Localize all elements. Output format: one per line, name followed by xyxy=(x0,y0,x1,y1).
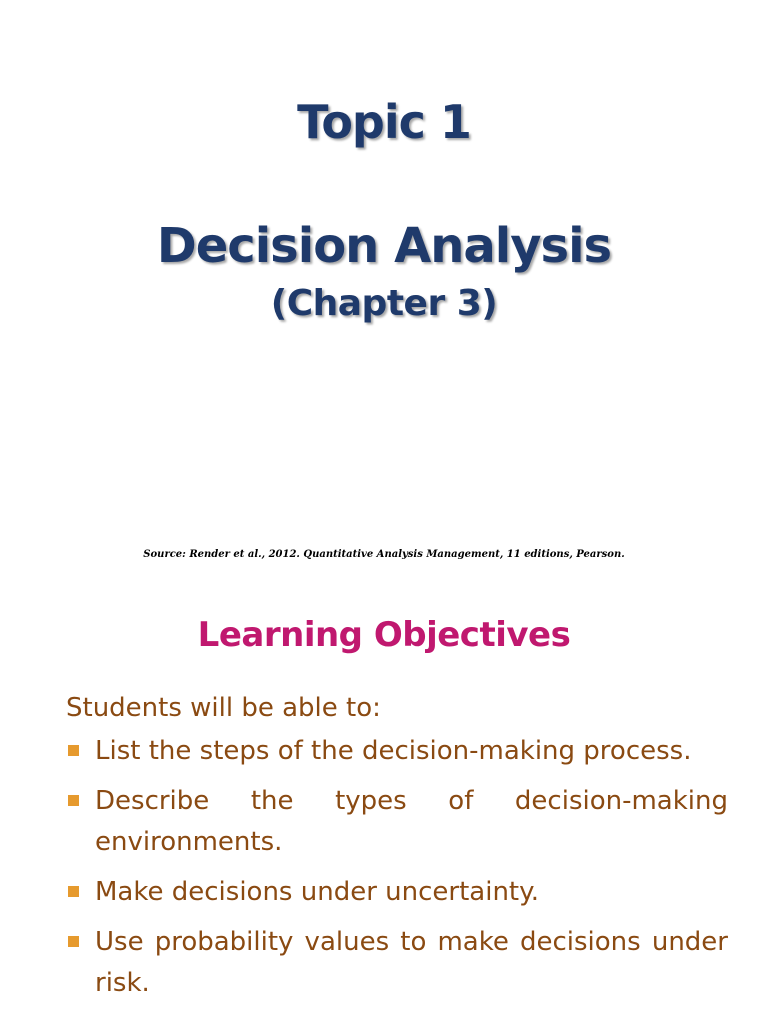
objective-text: List the steps of the decision-making process. xyxy=(95,736,692,766)
learning-objectives-section xyxy=(66,688,728,1013)
topic-title: Topic 1 xyxy=(297,95,471,149)
objective-item xyxy=(66,731,728,772)
square-bullet-icon xyxy=(68,795,79,806)
chapter-subtitle: (Chapter 3) xyxy=(270,283,498,324)
page-title: Decision Analysis xyxy=(156,218,612,274)
square-bullet-icon xyxy=(68,936,79,947)
square-bullet-icon xyxy=(68,886,79,897)
objectives-intro: Students will be able to: xyxy=(66,693,381,723)
objective-item xyxy=(66,872,728,913)
square-bullet-icon xyxy=(68,745,79,756)
objective-text: Describe the types of decision-making environments. xyxy=(95,786,728,857)
objectives-list xyxy=(66,731,728,1004)
source-citation: Source: Render et al., 2012. Quantitative Analysis Management, 11 editions, Pearson. xyxy=(143,549,625,560)
learning-objectives-heading: Learning Objectives xyxy=(197,615,571,655)
objective-text: Make decisions under uncertainty. xyxy=(95,877,540,907)
objective-item xyxy=(66,922,728,1004)
objective-text: Use probability values to make decisions under risk. xyxy=(95,927,728,998)
objective-item xyxy=(66,781,728,863)
